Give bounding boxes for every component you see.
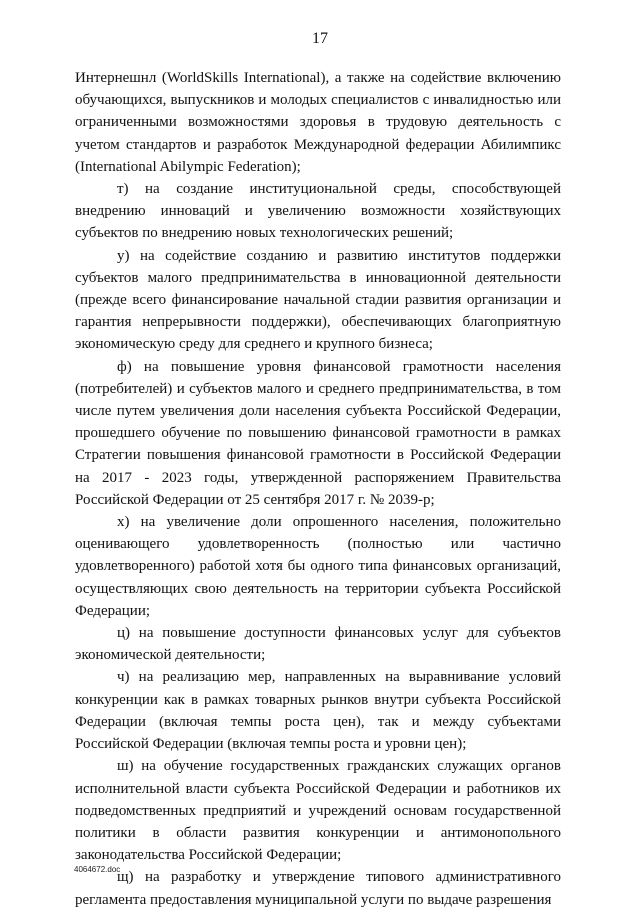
paragraph-item-ch: ч) на реализацию мер, направленных на выравнивание условий конкуренции как в рамках товарных рынков внутри субъекта Российской Федерации (включая темпы роста цен), так и между субъектами Российской Федерации (включая темпы роста и уровни цен); [75,669,561,753]
page-number: 17 [312,30,328,47]
paragraph-continuation: Интернешнл (WorldSkills International), а также на содействие включению обучающихся, выпускников и молодых специалистов с инвалидностью или ограниченными возможностями здоровья в трудовую деятельность с учетом стандартов и разработок Международной федерации Абилимпикс (International Abilympic Federation); [75,70,561,175]
paragraph-item-kh: х) на увеличение доли опрошенного населения, положительно оценивающего удовлетворенность (полностью или частично удовлетворенного) работой хотя бы одного типа финансовых организаций, осуществляющих свою деятельность на территории субъекта Российской Федерации; [75,514,561,619]
document-body [75,67,561,911]
paragraph-item-shch: щ) на разработку и утверждение типового административного регламента предоставления муниципальной услуги по выдаче разрешения [75,869,561,908]
paragraph-item-u: у) на содействие созданию и развитию институтов поддержки субъектов малого предпринимательства в инновационной деятельности (прежде всего финансирование начальной стадии развития организации и гарантия непрерывности поддержки), обеспечивающих благоприятную экономическую среду для среднего и крупного бизнеса; [75,247,561,353]
paragraph-item-t: т) на создание институциональной среды, способствующей внедрению инноваций и увеличению возможности хозяйствующих субъектов по внедрению новых технологических решений; [75,181,561,242]
paragraph-item-ts: ц) на повышение доступности финансовых услуг для субъектов экономической деятельности; [75,625,561,664]
paragraph-item-f: ф) на повышение уровня финансовой грамотности населения (потребителей) и субъектов малого и среднего предпринимательства, в том числе путем увеличения доли населения субъекта Российской Федерации, прошедшего обучение по повышению финансовой грамотности в рамках Стратегии повышения финансовой грамотности в Российской Федерации на 2017 - 2023 годы, утвержденной распоряжением Правительства Российской Федерации от 25 сентября 2017 г. № 2039-р; [75,358,561,508]
paragraph-item-sh: ш) на обучение государственных гражданских служащих органов исполнительной власти субъекта Российской Федерации и работников их подведомственных предприятий и учреждений основам государственной политики в области развития конкуренции и антимонопольного законодательства Российской Федерации; [75,758,561,864]
footer-filename: 4064672.doc [74,865,121,874]
